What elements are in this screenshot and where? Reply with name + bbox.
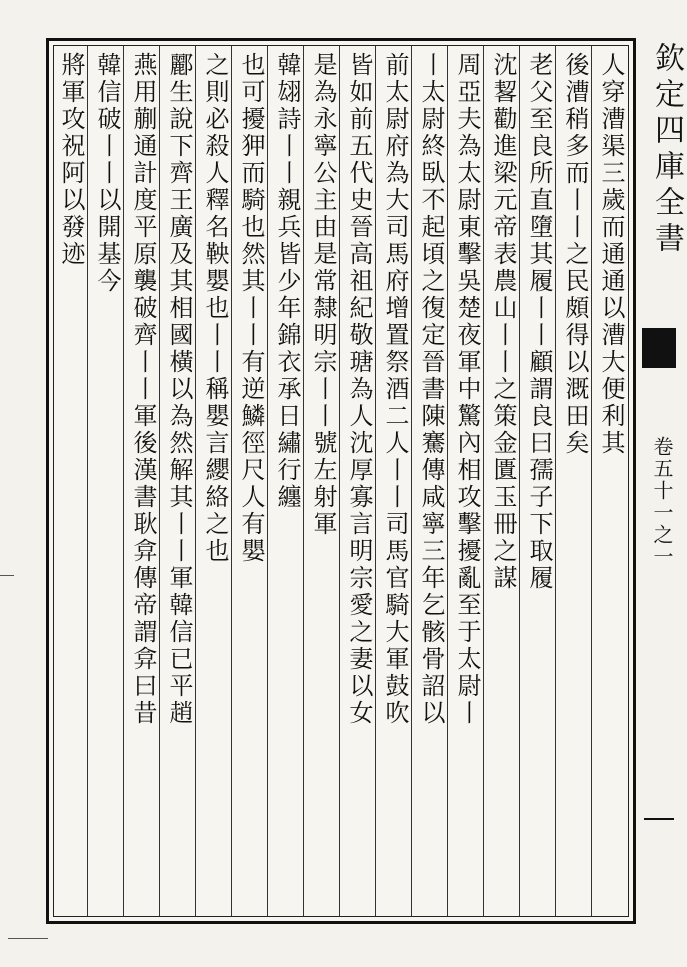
margin-tick	[644, 818, 674, 820]
column-rule	[447, 46, 448, 916]
text-column: 前太尉府為大司馬府增置祭酒二人丨丨司馬官騎大軍鼓吹	[381, 52, 409, 727]
column-rule	[555, 46, 556, 916]
column-rule	[123, 46, 124, 916]
column-rule	[87, 46, 88, 916]
column-rule	[483, 46, 484, 916]
text-frame	[46, 38, 636, 924]
fishtail-mark	[642, 328, 676, 368]
volume-label: 卷五十一之一	[650, 436, 674, 568]
text-column: 周亞夫為太尉東擊吳楚夜軍中驚內相攻擊擾亂至于太尉丨	[453, 52, 481, 727]
column-rule	[195, 46, 196, 916]
column-rule	[375, 46, 376, 916]
text-column: 沈㗉勸進梁元帝表農山丨丨之策金匱玉冊之謀	[489, 52, 517, 592]
text-frame-inner	[53, 45, 629, 917]
text-column: 也可擾狎而騎也然其丨丨有逆鱗徑尺人有嬰	[237, 52, 265, 565]
text-column: 皆如前五代史晉高祖紀敬瑭為人沈厚寡言明宗愛之妻以女	[345, 52, 373, 727]
column-rule	[231, 46, 232, 916]
edge-tick	[0, 575, 14, 576]
text-column: 是為永寧公主由是常隸明宗丨丨號左射軍	[309, 52, 337, 538]
text-column: 人穿漕渠三歲而通通以漕大便利其	[597, 52, 625, 457]
text-column: 之則必殺人釋名鞅嬰也丨丨稱嬰言纓絡之也	[201, 52, 229, 565]
text-column: 燕用蒯通計度平原襲破齊丨丨軍後漢書耿弇傳帝謂弇曰昔	[129, 52, 157, 727]
text-column: 丨太尉終臥不起頃之復定晉書陳騫傳咸寧三年乞骸骨詔以	[417, 52, 445, 727]
text-column: 韓信破丨丨以開基今	[93, 52, 121, 295]
text-column: 酈生說下齊王廣及其相國橫以為然解其丨丨軍韓信已平趙	[165, 52, 193, 727]
text-column: 將軍攻祝阿以發迹	[57, 52, 85, 268]
edge-tick	[8, 938, 48, 939]
book-title: 欽定四庫全書	[649, 42, 684, 258]
column-rule	[411, 46, 412, 916]
text-column: 韓翃詩丨丨親兵皆少年錦衣承日繡行纏	[273, 52, 301, 511]
page-margin	[640, 38, 684, 918]
text-column: 老父至良所直墮其履丨丨顧謂良曰孺子下取履	[525, 52, 553, 592]
column-rule	[159, 46, 160, 916]
column-rule	[591, 46, 592, 916]
text-column: 後漕稍多而丨丨之民頗得以溉田矣	[561, 52, 589, 457]
column-rule	[267, 46, 268, 916]
column-rule	[519, 46, 520, 916]
column-rule	[303, 46, 304, 916]
column-rule	[339, 46, 340, 916]
